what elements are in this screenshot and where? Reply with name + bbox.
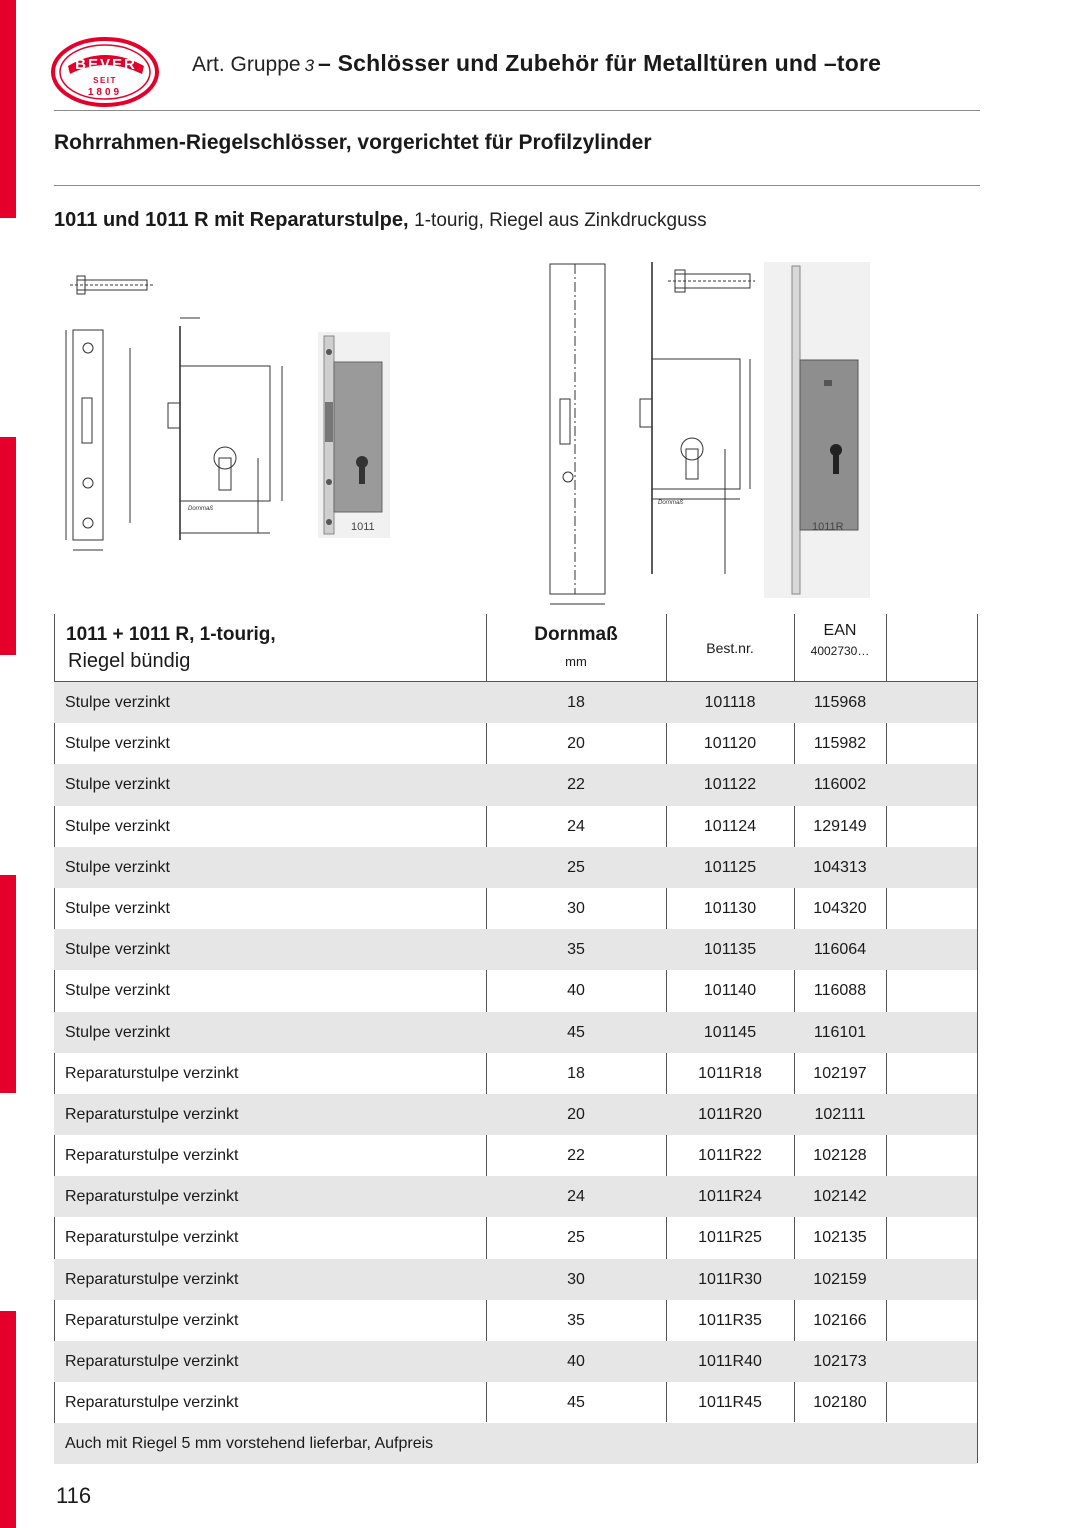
table-row: [54, 682, 977, 723]
cell-description: Stulpe verzinkt: [65, 899, 170, 917]
table-row: [54, 723, 977, 764]
product-photo-1011: [318, 332, 390, 538]
svg-text:Dornmaß: Dornmaß: [658, 500, 684, 506]
cell-bestnr: 101122: [703, 776, 757, 794]
cell-bestnr: 101118: [704, 694, 756, 711]
header-rule: [54, 110, 980, 111]
cell-bestnr: 1011R35: [698, 1311, 762, 1329]
cell-description: Reparaturstulpe verzinkt: [65, 1229, 239, 1247]
cell-description: Reparaturstulpe verzinkt: [65, 1188, 239, 1206]
cell-description: Reparaturstulpe verzinkt: [65, 1147, 239, 1165]
cell-ean: 102180: [813, 1394, 867, 1412]
cell-dornmass: 18: [567, 694, 585, 711]
column-ean-prefix: 4002730…: [810, 644, 870, 658]
svg-text:Dornmaß: Dornmaß: [188, 506, 214, 512]
cell-dornmass: 40: [567, 982, 585, 1000]
column-unit-mm: mm: [565, 654, 587, 669]
column-header-ean: EAN: [823, 622, 857, 639]
cell-dornmass: 40: [567, 1353, 585, 1370]
table-row: [54, 1012, 977, 1053]
table-row: [54, 1094, 977, 1135]
cell-bestnr: 1011R25: [698, 1229, 762, 1247]
cell-dornmass: 30: [567, 899, 585, 917]
product-table: [54, 681, 977, 1464]
table-row: [54, 806, 977, 847]
technical-drawing-1011: [60, 258, 285, 563]
svg-text:1809: 1809: [87, 87, 123, 98]
cell-bestnr: 101125: [703, 858, 757, 876]
cell-dornmass: 18: [567, 1064, 585, 1082]
cell-dornmass: 30: [567, 1270, 585, 1288]
red-margin-tab: [0, 1311, 16, 1528]
table-row: [54, 1300, 977, 1341]
caption-1011: 1011: [351, 521, 375, 533]
cell-description: Reparaturstulpe verzinkt: [65, 1270, 239, 1288]
red-margin-tab: [0, 875, 16, 1093]
cell-description: Stulpe verzinkt: [65, 982, 170, 1000]
cell-description: Stulpe verzinkt: [65, 941, 170, 959]
table-row: [54, 1217, 977, 1258]
cell-bestnr: 101140: [703, 982, 757, 1000]
cell-ean: 102135: [813, 1229, 867, 1247]
svg-text:BEVER: BEVER: [75, 56, 137, 73]
table-row: [54, 888, 977, 929]
art-gruppe-number: 3: [304, 56, 315, 75]
cell-dornmass: 35: [567, 941, 585, 959]
cell-ean: 104320: [813, 899, 867, 917]
cell-dornmass: 22: [567, 1147, 585, 1165]
cell-bestnr: 101145: [703, 1023, 757, 1041]
column-header-bestnr: Best.nr.: [706, 640, 754, 656]
cell-bestnr: 1011R40: [698, 1353, 762, 1370]
cell-description: Stulpe verzinkt: [65, 694, 170, 711]
cell-description: Stulpe verzinkt: [65, 858, 170, 876]
table-row: [54, 1341, 977, 1382]
cell-dornmass: 25: [567, 858, 585, 876]
page-number: 116: [56, 1483, 92, 1508]
cell-description: Stulpe verzinkt: [65, 735, 170, 753]
cell-ean: 116101: [813, 1023, 867, 1041]
cell-description: Stulpe verzinkt: [65, 817, 170, 835]
cell-bestnr: 1011R24: [698, 1188, 762, 1206]
table-row: [54, 1176, 977, 1217]
cell-ean: 102166: [813, 1311, 867, 1329]
cell-dornmass: 35: [567, 1311, 585, 1329]
cell-ean: 104313: [813, 858, 867, 876]
cell-dornmass: 22: [567, 776, 585, 794]
cell-dornmass: 25: [567, 1229, 585, 1247]
product-subtitle: 1-tourig, Riegel aus Zinkdruckguss: [414, 210, 707, 231]
cell-bestnr: 1011R30: [698, 1270, 762, 1288]
table-row: [54, 847, 977, 888]
cell-description: Reparaturstulpe verzinkt: [65, 1311, 239, 1329]
cell-dornmass: 45: [567, 1394, 585, 1412]
cell-bestnr: 1011R22: [698, 1147, 762, 1165]
cell-ean: 129149: [813, 817, 867, 835]
cell-bestnr: 1011R45: [698, 1394, 762, 1412]
cell-dornmass: 24: [567, 817, 585, 835]
cell-bestnr: 101130: [703, 899, 757, 917]
cell-description: Reparaturstulpe verzinkt: [65, 1064, 239, 1082]
cell-description: Reparaturstulpe verzinkt: [65, 1105, 239, 1123]
table-row: [54, 1053, 977, 1094]
cell-ean: 116002: [813, 776, 867, 794]
svg-text:SEIT: SEIT: [93, 76, 117, 85]
cell-ean: 116064: [813, 941, 867, 959]
product-title: 1011 und 1011 R mit Reparaturstulpe,: [54, 209, 409, 231]
red-margin-tab: [0, 437, 16, 655]
cell-ean: 115982: [813, 735, 867, 753]
cell-ean: 116088: [813, 982, 867, 1000]
cell-bestnr: 1011R20: [698, 1105, 762, 1123]
table-note: [54, 1423, 977, 1464]
cell-dornmass: 20: [567, 735, 585, 753]
cell-dornmass: 20: [567, 1105, 585, 1123]
cell-bestnr: 101120: [703, 735, 757, 753]
header-title: – Schlösser und Zubehör für Metalltüren und –tore: [318, 50, 882, 76]
table-row: [54, 764, 977, 805]
caption-1011r: 1011R: [812, 521, 844, 533]
table-note-text: Auch mit Riegel 5 mm vorstehend lieferbar, Aufpreis: [65, 1435, 434, 1453]
section-title: Rohrrahmen-Riegelschlösser, vorgerichtet für Profilzylinder: [54, 131, 652, 154]
product-photo-1011r: [764, 262, 870, 598]
cell-description: Reparaturstulpe verzinkt: [65, 1394, 239, 1412]
table-row: [54, 970, 977, 1011]
cell-dornmass: 24: [567, 1188, 585, 1206]
cell-ean: 102173: [813, 1353, 867, 1370]
cell-ean: 115968: [813, 694, 867, 711]
table-header: [54, 614, 977, 682]
bever-logo: [50, 36, 160, 108]
cell-bestnr: 101135: [703, 941, 757, 959]
table-title: 1011 + 1011 R, 1-tourig,: [66, 624, 276, 645]
technical-drawing-1011r: [540, 244, 788, 612]
cell-description: Stulpe verzinkt: [65, 1023, 170, 1041]
cell-bestnr: 1011R18: [698, 1064, 762, 1082]
cell-ean: 102128: [813, 1147, 867, 1165]
red-margin-tab: [0, 0, 16, 218]
table-row: [54, 1135, 977, 1176]
page-header: [192, 50, 881, 78]
section-rule: [54, 185, 980, 186]
cell-ean: 102111: [814, 1105, 866, 1123]
table-row: [54, 929, 977, 970]
cell-description: Stulpe verzinkt: [65, 776, 170, 794]
table-subtitle: Riegel bündig: [68, 650, 191, 672]
table-row: [54, 1259, 977, 1300]
cell-description: Reparaturstulpe verzinkt: [65, 1353, 239, 1370]
cell-dornmass: 45: [567, 1023, 585, 1041]
cell-bestnr: 101124: [703, 817, 757, 835]
table-row: [54, 1382, 977, 1423]
column-divider: [977, 614, 978, 1463]
cell-ean: 102159: [813, 1270, 867, 1288]
cell-ean: 102142: [813, 1188, 867, 1206]
cell-ean: 102197: [813, 1064, 867, 1082]
column-header-dornmass: Dornmaß: [534, 624, 618, 645]
art-gruppe-label: Art. Gruppe: [192, 53, 301, 76]
product-heading: [54, 209, 707, 232]
